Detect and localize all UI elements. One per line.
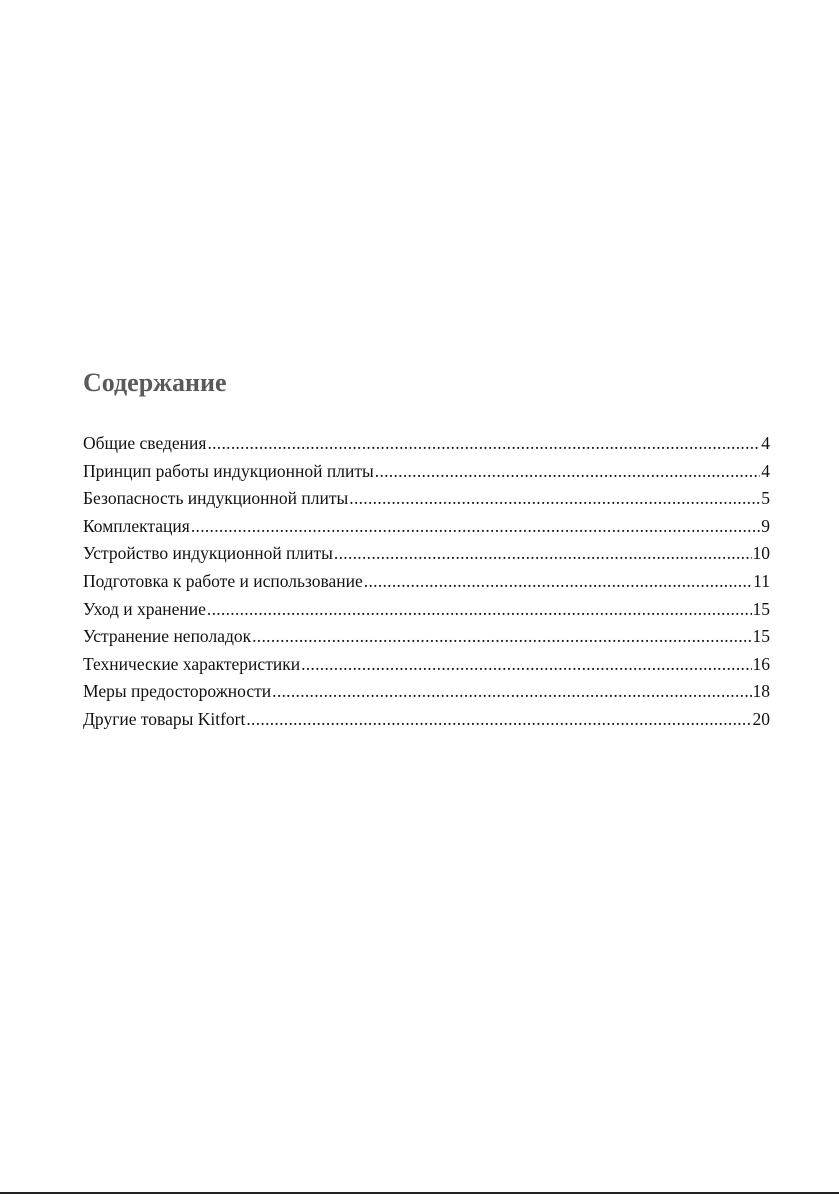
toc-entry-page-number: 9 <box>761 515 770 536</box>
toc-entry-label: Технические характеристики <box>83 653 301 674</box>
toc-entry-page-number: 11 <box>753 570 770 591</box>
toc-entry-label: Принцип работы индукционной плиты <box>83 460 374 481</box>
page-title: Содержание <box>83 368 227 397</box>
toc-entry-label: Подготовка к работе и использование <box>83 570 363 591</box>
toc-entry[interactable] <box>83 568 770 596</box>
toc-entry-page-number: 4 <box>761 433 770 453</box>
toc-dot-leader <box>349 485 760 513</box>
toc-dot-leader <box>364 568 752 596</box>
toc-entry[interactable] <box>83 596 770 624</box>
toc-dot-leader <box>191 513 760 541</box>
toc-entry-label: Устройство индукционной плиты <box>83 543 333 564</box>
toc-dot-leader <box>207 596 752 624</box>
toc-entry-page-number: 10 <box>752 543 770 564</box>
toc-entry-page-number: 15 <box>752 626 770 647</box>
toc-entry[interactable] <box>83 706 770 734</box>
toc-entry-label: Общие сведения <box>83 433 207 453</box>
toc-entry[interactable] <box>83 540 770 568</box>
toc-dot-leader <box>301 651 751 679</box>
toc-entry[interactable] <box>83 623 770 651</box>
toc-entry[interactable] <box>83 651 770 679</box>
toc-entry-label: Уход и хранение <box>83 598 206 619</box>
toc-entry[interactable] <box>83 513 770 541</box>
toc-entry-label: Устранение неполадок <box>83 626 252 647</box>
toc-dot-leader <box>375 458 760 486</box>
toc-dot-leader <box>246 706 751 734</box>
toc-dot-leader <box>334 540 752 568</box>
toc-entry-label: Безопасность индукционной плиты <box>83 488 349 509</box>
toc-dot-leader <box>252 623 751 651</box>
toc-entry[interactable] <box>83 430 770 458</box>
toc-entry-page-number: 4 <box>761 460 770 481</box>
toc-entry-page-number: 20 <box>752 708 770 729</box>
toc-entry[interactable] <box>83 458 770 486</box>
toc-entry-label: Другие товары Kitfort <box>83 708 246 729</box>
toc-entry-page-number: 18 <box>752 681 770 702</box>
toc-entry-label: Меры предосторожности <box>83 681 272 702</box>
table-of-contents <box>83 430 770 734</box>
toc-entry-page-number: 15 <box>752 598 770 619</box>
toc-entry-page-number: 16 <box>752 653 770 674</box>
toc-dot-leader <box>272 678 751 706</box>
toc-entry-page-number: 5 <box>761 488 770 509</box>
toc-entry[interactable] <box>83 485 770 513</box>
toc-entry[interactable] <box>83 678 770 706</box>
toc-dot-leader <box>207 430 760 458</box>
toc-entry-label: Комплектация <box>83 515 190 536</box>
